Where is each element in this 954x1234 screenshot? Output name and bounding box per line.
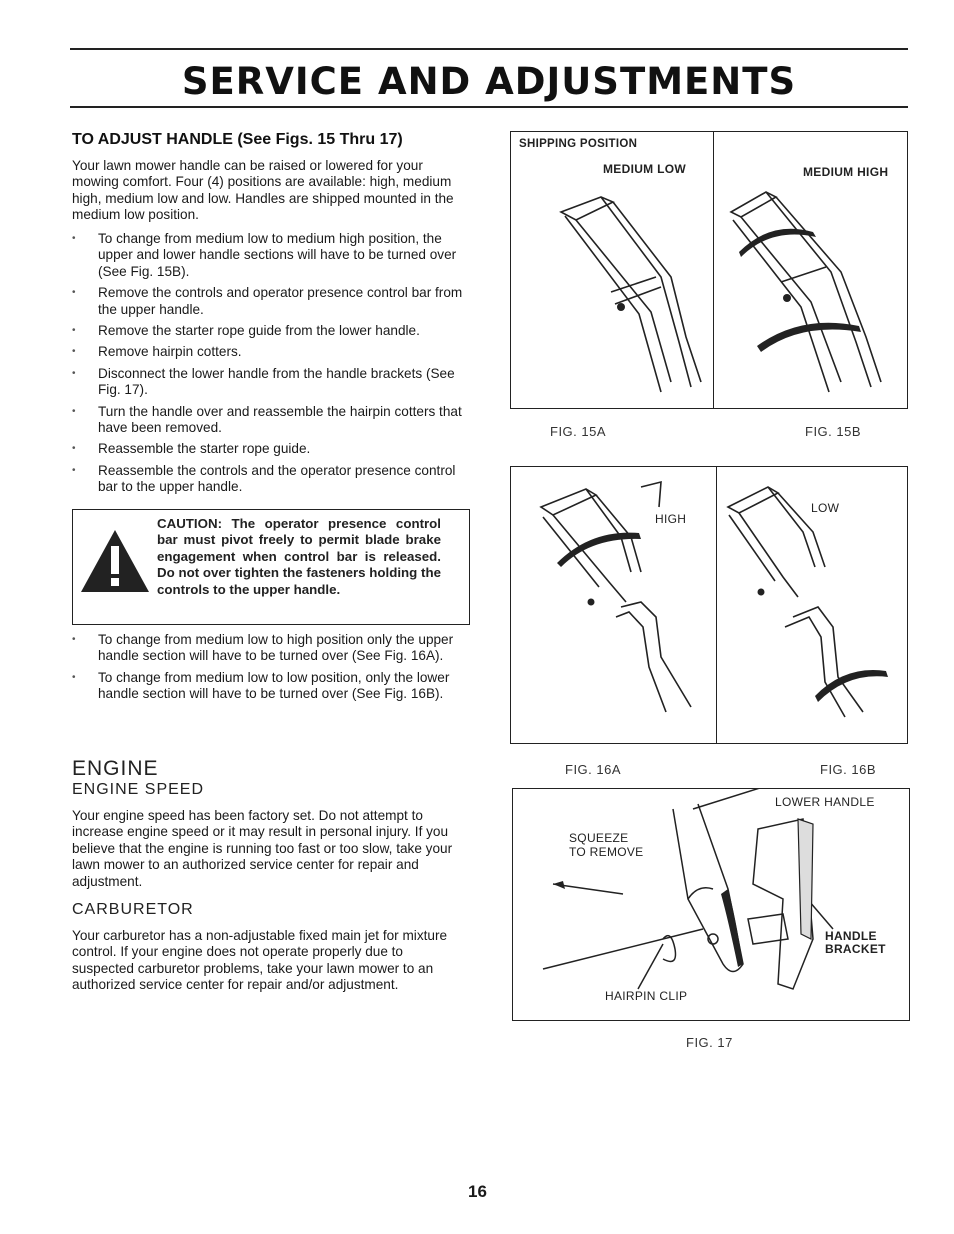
high-label: HIGH bbox=[655, 512, 687, 526]
fig-16a-caption: FIG. 16A bbox=[565, 762, 622, 777]
adjust-handle-heading: TO ADJUST HANDLE (See Figs. 15 Thru 17) bbox=[72, 131, 403, 148]
fig-15-box bbox=[510, 131, 908, 409]
fig-15b-caption: FIG. 15B bbox=[805, 424, 862, 439]
caution-text: CAUTION: The operator presence control bar must pivot freely to permit blade brake engagement when control bar is released. Do not over tighten the fasteners holding the controls to the upper handle. bbox=[157, 516, 441, 597]
carburetor-heading: CARBURETOR bbox=[72, 901, 194, 918]
hairpin-clip-label: HAIRPIN CLIP bbox=[605, 989, 688, 1003]
list-item: • Remove the starter rope guide from the lower handle. bbox=[70, 323, 468, 339]
page-number: 16 bbox=[468, 1182, 487, 1201]
page-title: SERVICE AND ADJUSTMENTS bbox=[181, 60, 797, 103]
adjust-handle-steps bbox=[70, 231, 468, 501]
adjust-handle-intro: Your lawn mower handle can be raised or lowered for your mowing comfort. Four (4) positions are available: high, medium high, medium low and low. Handles are shipped mounted in the medium low position. bbox=[72, 158, 454, 223]
fig-15a-caption: FIG. 15A bbox=[550, 424, 607, 439]
top-rule bbox=[70, 48, 908, 50]
bracket-label: BRACKET bbox=[825, 942, 886, 956]
medium-low-label: MEDIUM LOW bbox=[603, 162, 686, 176]
caution-box bbox=[72, 509, 470, 625]
title-underline bbox=[70, 106, 908, 108]
list-item: • Reassemble the controls and the operator presence control bar to the upper handle. bbox=[70, 463, 468, 496]
list-item: • To change from medium low to low position, only the lower handle section will have to be turned over (See Fig. 16B). bbox=[70, 670, 468, 703]
handle-label: HANDLE bbox=[825, 929, 877, 943]
shipping-position-label: SHIPPING POSITION bbox=[519, 138, 638, 150]
fig-16b-caption: FIG. 16B bbox=[820, 762, 877, 777]
adjust-handle-steps-2 bbox=[70, 632, 468, 708]
to-remove-label: TO REMOVE bbox=[569, 845, 644, 859]
list-item: • Turn the handle over and reassemble the hairpin cotters that have been removed. bbox=[70, 404, 468, 437]
fig-17-caption: FIG. 17 bbox=[686, 1035, 733, 1050]
list-item: • To change from medium low to medium high position, the upper and lower handle sections will have to be turned over (See Fig. 15B). bbox=[70, 231, 468, 280]
engine-speed-text: Your engine speed has been factory set. Do not attempt to increase engine speed or it may result in personal injury. If you believe that the engine is running too fast or too slow, take your lawn mower to an authorized service center for repair and adjustment. bbox=[72, 808, 453, 889]
low-label: LOW bbox=[811, 501, 840, 515]
fig-17-box bbox=[512, 788, 910, 1021]
list-item: • Disconnect the lower handle from the handle brackets (See Fig. 17). bbox=[70, 366, 468, 399]
list-item: • Reassemble the starter rope guide. bbox=[70, 441, 468, 457]
handle-illustration-15b bbox=[721, 182, 901, 402]
squeeze-label: SQUEEZE bbox=[569, 831, 629, 845]
list-item: • Remove hairpin cotters. bbox=[70, 344, 468, 360]
warning-triangle-icon bbox=[79, 528, 151, 594]
carburetor-text: Your carburetor has a non-adjustable fixed main jet for mixture control. If your engine does not operate properly due to suspected carburetor problems, take your lawn mower to an authorized service center for repair and/or adjustment. bbox=[72, 928, 448, 993]
list-item: • Remove the controls and operator presence control bar from the upper handle. bbox=[70, 285, 468, 318]
lower-handle-label: LOWER HANDLE bbox=[775, 795, 875, 809]
engine-speed-heading: ENGINE SPEED bbox=[72, 781, 205, 798]
handle-illustration-15a bbox=[541, 182, 711, 402]
medium-high-label: MEDIUM HIGH bbox=[803, 165, 889, 179]
list-item: • To change from medium low to high position only the upper handle section will have to be turned over (See Fig. 16A). bbox=[70, 632, 468, 665]
engine-heading: ENGINE bbox=[72, 757, 159, 780]
fig-16-box bbox=[510, 466, 908, 744]
hairpin-clip-illustration bbox=[513, 789, 909, 1020]
